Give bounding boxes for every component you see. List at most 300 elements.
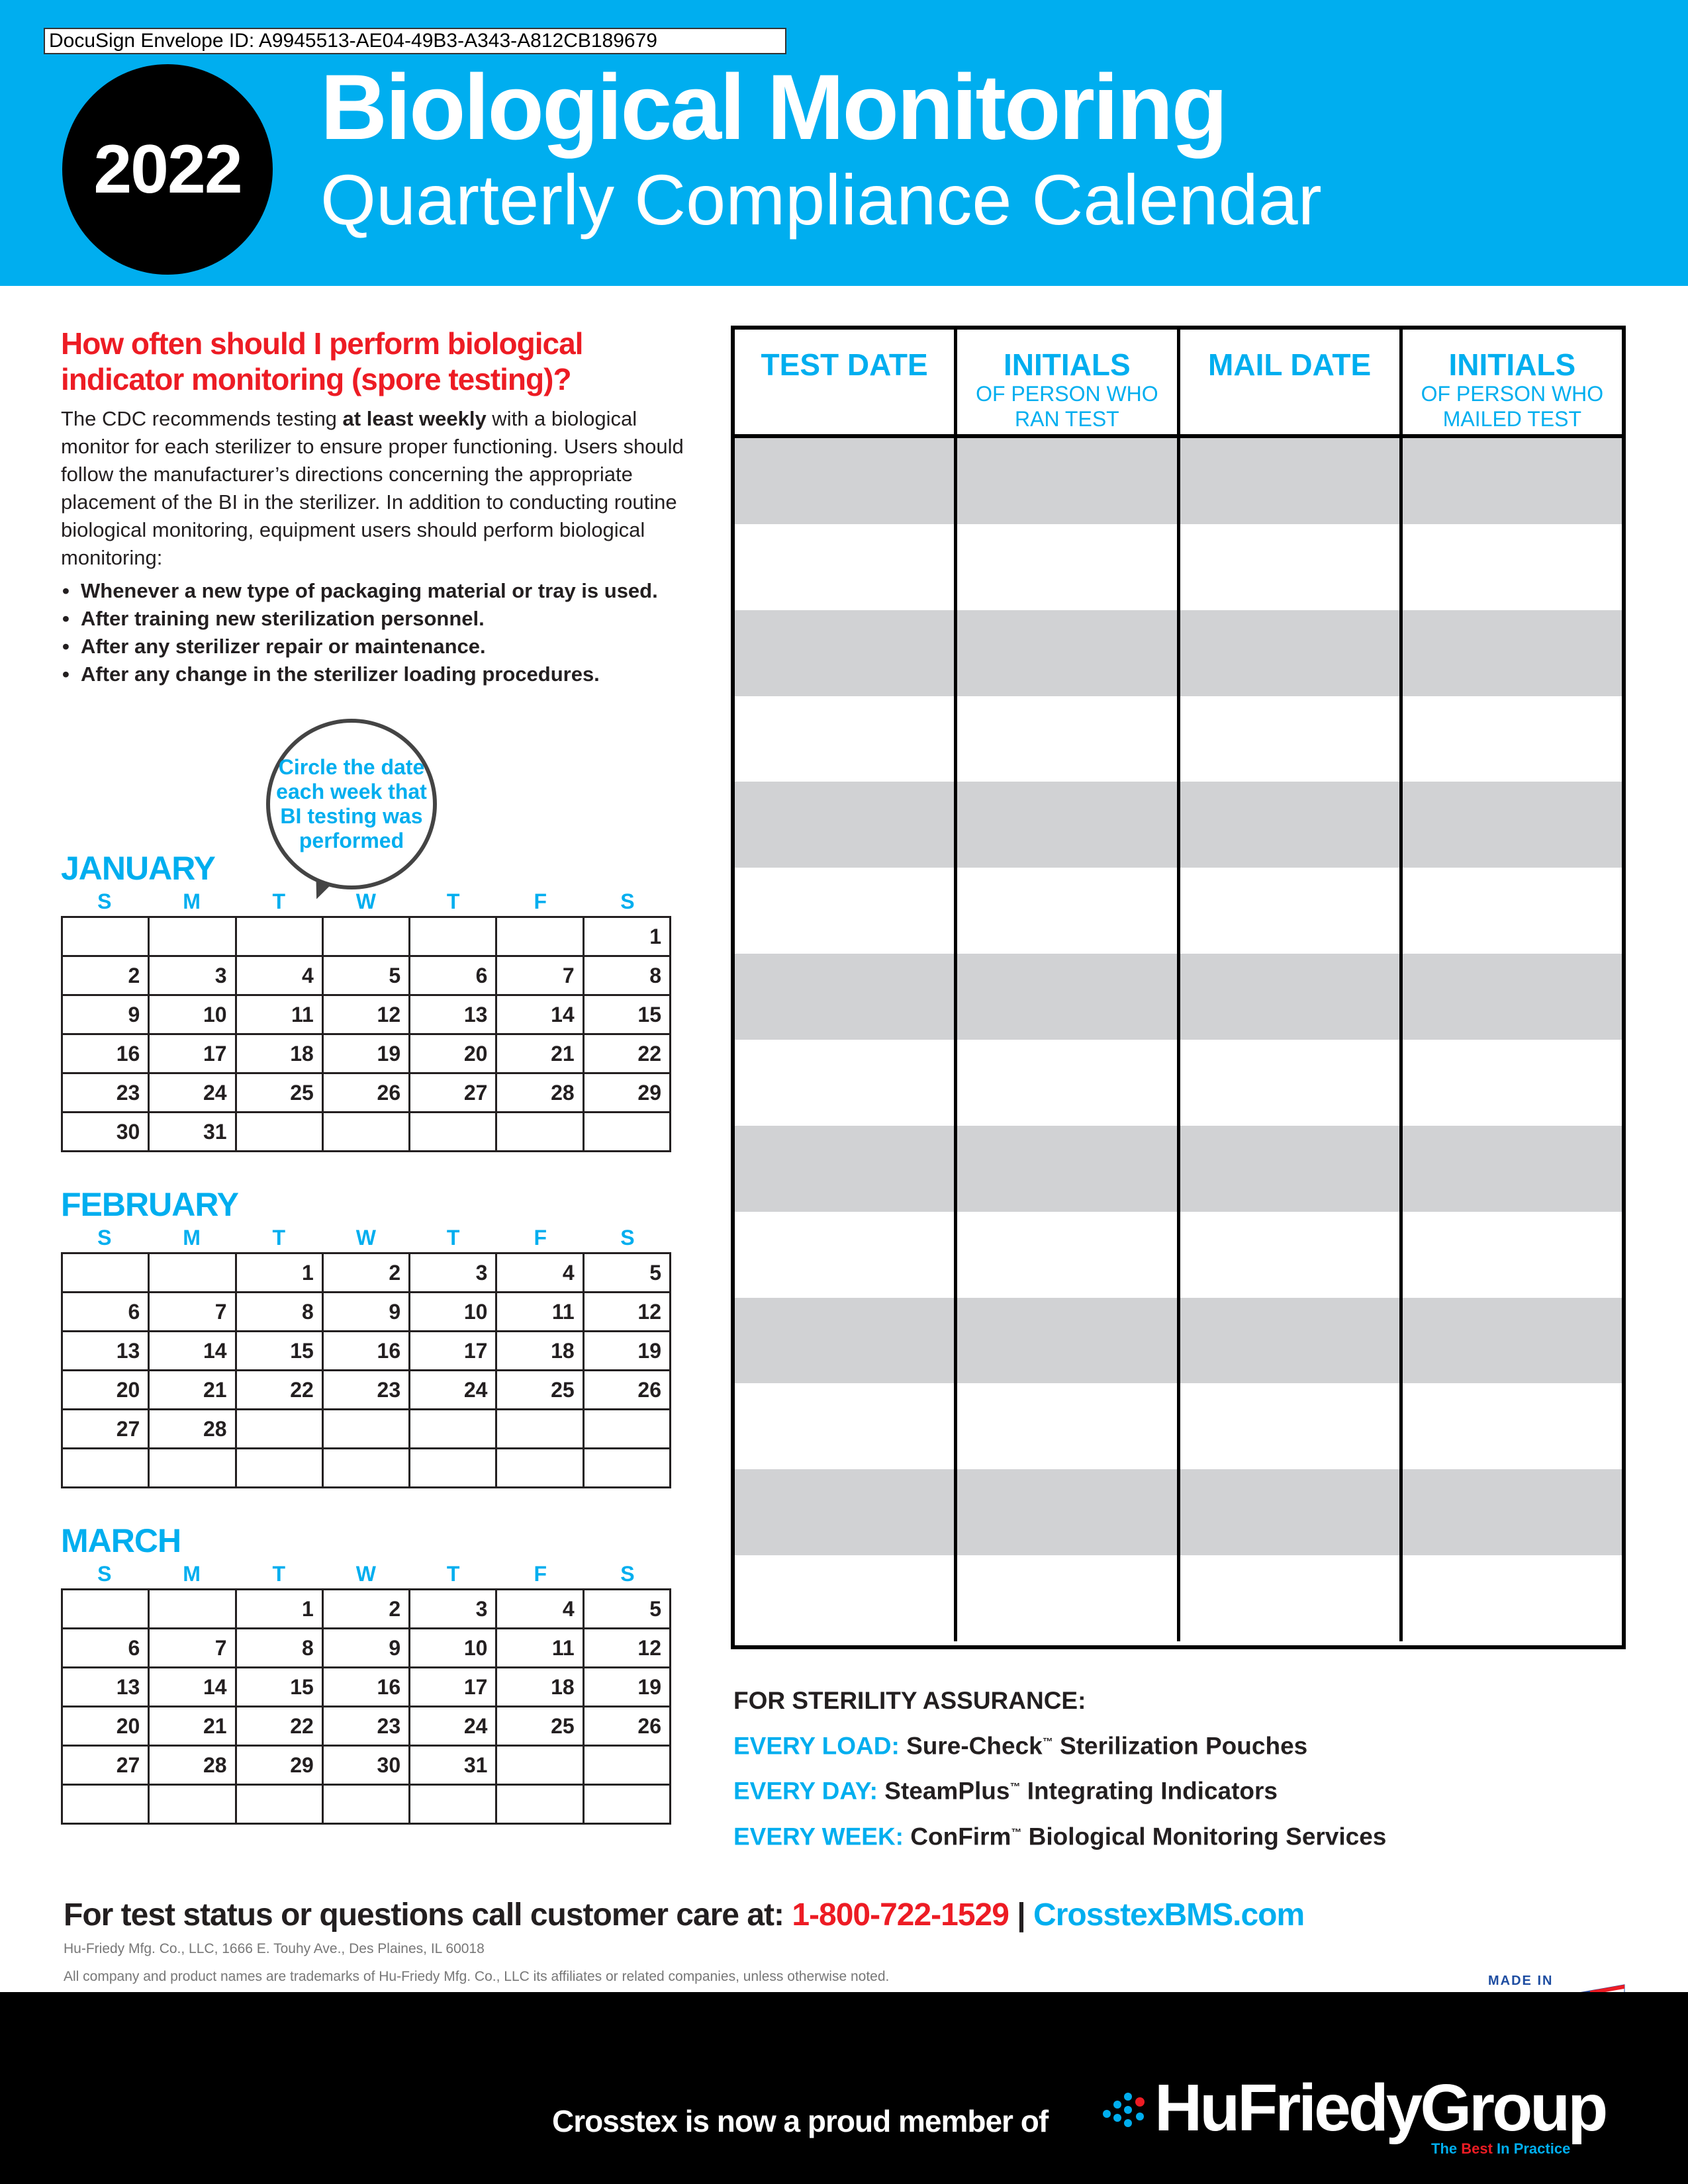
- contact-line: [64, 1895, 1304, 1935]
- test-log-row: [735, 954, 1622, 1040]
- calendar-day[interactable]: 10: [410, 1629, 496, 1668]
- mail-date-cell[interactable]: [1180, 954, 1403, 1040]
- mail-date-cell[interactable]: [1180, 1469, 1403, 1555]
- calendar-day[interactable]: [149, 1253, 236, 1293]
- calendar-day[interactable]: [149, 917, 236, 956]
- calendar-day[interactable]: [583, 1785, 670, 1824]
- calendar-day[interactable]: 24: [410, 1371, 496, 1410]
- calendar-day[interactable]: 28: [149, 1746, 236, 1785]
- weekday-label: S: [620, 1226, 635, 1250]
- calendar-day[interactable]: [236, 1410, 322, 1449]
- mailed-initials-cell[interactable]: [1403, 1126, 1622, 1212]
- assurance-desc: Sterilization Pouches: [1053, 1732, 1308, 1760]
- tagline-part: The: [1431, 2140, 1462, 2157]
- calendar-day[interactable]: [410, 1785, 496, 1824]
- calendar-week: [62, 956, 671, 995]
- weekday-label: T: [272, 1226, 285, 1250]
- calendar-day[interactable]: 9: [322, 1293, 409, 1332]
- calendar-day[interactable]: 17: [410, 1668, 496, 1707]
- calendar-day[interactable]: 30: [322, 1746, 409, 1785]
- calendar-day[interactable]: 31: [410, 1746, 496, 1785]
- calendar-day[interactable]: 12: [322, 995, 409, 1034]
- calendar-day[interactable]: 13: [62, 1668, 149, 1707]
- calendar-day[interactable]: 19: [583, 1332, 670, 1371]
- test-log-row: [735, 1040, 1622, 1126]
- calendar-day[interactable]: [62, 1590, 149, 1629]
- website-link[interactable]: CrosstexBMS.com: [1033, 1897, 1305, 1933]
- mail-date-cell[interactable]: [1180, 438, 1403, 524]
- test-log-row: [735, 868, 1622, 954]
- assurance-label: EVERY LOAD:: [733, 1732, 900, 1760]
- info-question: How often should I perform biological indicator monitoring (spore testing)?: [61, 326, 583, 396]
- test-log-body: [735, 438, 1622, 1641]
- mail-date-cell[interactable]: [1180, 1040, 1403, 1126]
- calendar-day[interactable]: [583, 1746, 670, 1785]
- calendar-week: [62, 1332, 671, 1371]
- calendar-day[interactable]: [410, 1449, 496, 1488]
- info-bullets: [61, 577, 723, 688]
- calendar-day[interactable]: 16: [62, 1034, 149, 1073]
- calendar-day[interactable]: 7: [496, 956, 583, 995]
- test-log-row: [735, 1383, 1622, 1469]
- calendar-day[interactable]: [496, 1113, 583, 1152]
- calendar-day[interactable]: 22: [583, 1034, 670, 1073]
- calendar-day[interactable]: [322, 1785, 409, 1824]
- calendar-grid: [61, 1588, 671, 1825]
- ran-initials-cell[interactable]: [957, 696, 1180, 782]
- assurance-product: Sure-Check: [906, 1732, 1043, 1760]
- calendar-week: [62, 1449, 671, 1488]
- calendar-day[interactable]: 11: [496, 1293, 583, 1332]
- mailed-initials-cell[interactable]: [1403, 1383, 1622, 1469]
- ran-initials-cell[interactable]: [957, 438, 1180, 524]
- weekday-label: T: [446, 1562, 460, 1586]
- test-date-cell[interactable]: [735, 610, 957, 696]
- calendar-week: [62, 995, 671, 1034]
- weekday-label: F: [534, 1562, 547, 1586]
- weekday-label: S: [97, 1226, 112, 1250]
- weekday-header: [61, 1223, 671, 1252]
- calendar-day[interactable]: 27: [62, 1410, 149, 1449]
- calendar-week: [62, 1746, 671, 1785]
- calendar-day[interactable]: 8: [236, 1293, 322, 1332]
- calendar-day[interactable]: 29: [583, 1073, 670, 1113]
- column-header-mail-date: [1180, 330, 1403, 434]
- assurance-product: ConFirm: [910, 1822, 1011, 1850]
- calendar-day[interactable]: 24: [410, 1707, 496, 1746]
- calendar-day[interactable]: 4: [496, 1590, 583, 1629]
- calendar-day[interactable]: 8: [236, 1629, 322, 1668]
- calendar-day[interactable]: 21: [149, 1371, 236, 1410]
- mailed-initials-cell[interactable]: [1403, 1298, 1622, 1384]
- calendar-day[interactable]: 7: [149, 1293, 236, 1332]
- calendar-day[interactable]: [583, 1113, 670, 1152]
- column-subtitle: OF PERSON WHO RAN TEST: [976, 382, 1158, 431]
- mail-date-cell[interactable]: [1180, 782, 1403, 868]
- callout-bubble: [266, 719, 437, 889]
- weekday-label: M: [183, 1226, 201, 1250]
- ran-initials-cell[interactable]: [957, 1555, 1180, 1641]
- ran-initials-cell[interactable]: [957, 782, 1180, 868]
- calendar-day[interactable]: [322, 1449, 409, 1488]
- calendar-day[interactable]: 14: [496, 995, 583, 1034]
- tagline-best: Best: [1461, 2140, 1493, 2157]
- trademark-mark: ™: [1009, 1782, 1021, 1794]
- assurance-desc: Integrating Indicators: [1020, 1777, 1278, 1805]
- sterility-assurance: [733, 1680, 1627, 1857]
- calendar-week: [62, 1034, 671, 1073]
- calendar-day[interactable]: [410, 1113, 496, 1152]
- ran-initials-cell[interactable]: [957, 1040, 1180, 1126]
- calendar-day[interactable]: 25: [496, 1371, 583, 1410]
- calendar-day[interactable]: 16: [322, 1668, 409, 1707]
- calendar-day[interactable]: [410, 917, 496, 956]
- test-log-row: [735, 610, 1622, 696]
- calendar-day[interactable]: 14: [149, 1332, 236, 1371]
- intro-text-1: The CDC recommends testing: [61, 407, 343, 430]
- ran-initials-cell[interactable]: [957, 1212, 1180, 1298]
- calendar-day[interactable]: 27: [410, 1073, 496, 1113]
- calendar-day[interactable]: 9: [62, 995, 149, 1034]
- calendar-day[interactable]: 25: [496, 1707, 583, 1746]
- assurance-label: EVERY DAY:: [733, 1777, 878, 1805]
- mailed-initials-cell[interactable]: [1403, 610, 1622, 696]
- test-log-row: [735, 524, 1622, 610]
- calendar-day[interactable]: 27: [62, 1746, 149, 1785]
- ran-initials-cell[interactable]: [957, 1298, 1180, 1384]
- calendar-day[interactable]: 10: [410, 1293, 496, 1332]
- weekday-label: T: [272, 889, 285, 913]
- calendar-day[interactable]: [583, 1449, 670, 1488]
- year-badge: 2022: [62, 64, 273, 275]
- ran-initials-cell[interactable]: [957, 954, 1180, 1040]
- test-log-row: [735, 1469, 1622, 1555]
- mailed-initials-cell[interactable]: [1403, 1212, 1622, 1298]
- test-log-row: [735, 438, 1622, 524]
- calendar-day[interactable]: [236, 1449, 322, 1488]
- calendar-day[interactable]: 21: [149, 1707, 236, 1746]
- column-header-test-date: [735, 330, 957, 434]
- calendar-grid: [61, 916, 671, 1152]
- calendar-day[interactable]: 12: [583, 1293, 670, 1332]
- phone-link[interactable]: 1-800-722-1529: [792, 1897, 1009, 1933]
- mail-date-cell[interactable]: [1180, 524, 1403, 610]
- calendar-day[interactable]: 6: [62, 1293, 149, 1332]
- calendar-day[interactable]: [496, 1449, 583, 1488]
- calendar-day[interactable]: 4: [236, 956, 322, 995]
- calendar-day[interactable]: 13: [62, 1332, 149, 1371]
- weekday-label: S: [620, 1562, 635, 1586]
- column-subtitle: OF PERSON WHO MAILED TEST: [1421, 382, 1604, 431]
- assurance-desc: Biological Monitoring Services: [1021, 1822, 1387, 1850]
- calendar-day[interactable]: [149, 1785, 236, 1824]
- calendar-day[interactable]: [322, 917, 409, 956]
- calendar-day[interactable]: [322, 1113, 409, 1152]
- calendar-day[interactable]: 1: [236, 1590, 322, 1629]
- calendar-day[interactable]: 6: [410, 956, 496, 995]
- test-log-header: [735, 330, 1622, 438]
- calendar-day[interactable]: [496, 1410, 583, 1449]
- weekday-label: F: [534, 889, 547, 913]
- assurance-product: SteamPlus: [884, 1777, 1010, 1805]
- test-date-cell[interactable]: [735, 1040, 957, 1126]
- calendar-day[interactable]: [496, 1785, 583, 1824]
- calendar-day[interactable]: 23: [322, 1371, 409, 1410]
- mail-date-cell[interactable]: [1180, 1126, 1403, 1212]
- calendar-day[interactable]: 21: [496, 1034, 583, 1073]
- calendar-week: [62, 1253, 671, 1293]
- calendar-week: [62, 1707, 671, 1746]
- hufriedy-dots-icon: [1102, 2086, 1148, 2132]
- trademark-text: All company and product names are trademarks of Hu-Friedy Mfg. Co., LLC its affiliates or related companies, unless otherwise noted.: [64, 1969, 890, 1984]
- trademark-mark: ™: [1042, 1737, 1053, 1748]
- calendar-day[interactable]: 26: [583, 1371, 670, 1410]
- calendar-day[interactable]: 19: [583, 1668, 670, 1707]
- mailed-initials-cell[interactable]: [1403, 1469, 1622, 1555]
- calendar-week: [62, 1293, 671, 1332]
- calendar-day[interactable]: 17: [410, 1332, 496, 1371]
- test-date-cell[interactable]: [735, 524, 957, 610]
- test-log-row: [735, 1212, 1622, 1298]
- weekday-label: T: [272, 1562, 285, 1586]
- calendar-day[interactable]: 5: [322, 956, 409, 995]
- test-log-row: [735, 1298, 1622, 1384]
- docusign-envelope-id: DocuSign Envelope ID: A9945513-AE04-49B3-A343-A812CB189679: [44, 28, 786, 54]
- month-name: JANUARY: [61, 850, 215, 887]
- calendar-day[interactable]: 10: [149, 995, 236, 1034]
- assurance-heading: FOR STERILITY ASSURANCE:: [733, 1687, 1086, 1714]
- month-calendar-march: [61, 1522, 671, 1825]
- calendar-day[interactable]: 3: [410, 1253, 496, 1293]
- address-text: Hu-Friedy Mfg. Co., LLC, 1666 E. Touhy Ave., Des Plaines, IL 60018: [64, 1941, 485, 1956]
- calendar-day[interactable]: 7: [149, 1629, 236, 1668]
- calendar-day[interactable]: [496, 1746, 583, 1785]
- bullet-item: • Whenever a new type of packaging material or tray is used.: [61, 577, 723, 605]
- calendar-day[interactable]: 30: [62, 1113, 149, 1152]
- calendar-day[interactable]: [62, 917, 149, 956]
- assurance-item: [733, 1812, 1627, 1857]
- made-in-text: MADE IN: [1488, 1974, 1554, 1988]
- calendar-day[interactable]: 2: [322, 1590, 409, 1629]
- assurance-item: [733, 1721, 1627, 1766]
- weekday-label: W: [355, 1562, 376, 1586]
- calendar-day[interactable]: 12: [583, 1629, 670, 1668]
- calendar-day[interactable]: 25: [236, 1073, 322, 1113]
- mailed-initials-cell[interactable]: [1403, 438, 1622, 524]
- mailed-initials-cell[interactable]: [1403, 696, 1622, 782]
- contact-separator: |: [1008, 1897, 1034, 1933]
- weekday-label: W: [355, 889, 376, 913]
- hufriedy-brand-logo: HuFriedyGroup: [1154, 2071, 1606, 2145]
- calendar-day[interactable]: 2: [62, 956, 149, 995]
- bullet-item: • After any change in the sterilizer loading procedures.: [61, 660, 723, 688]
- calendar-day[interactable]: 1: [236, 1253, 322, 1293]
- contact-text: For test status or questions call customer care at:: [64, 1897, 792, 1933]
- calendar-day[interactable]: 16: [322, 1332, 409, 1371]
- calendar-day[interactable]: 31: [149, 1113, 236, 1152]
- callout-text: Circle the date each week that BI testing was performed: [276, 755, 427, 852]
- trademark-mark: ™: [1011, 1827, 1022, 1839]
- mail-date-cell[interactable]: [1180, 1383, 1403, 1469]
- calendar-day[interactable]: 8: [583, 956, 670, 995]
- calendar-day[interactable]: 11: [496, 1629, 583, 1668]
- calendar-day[interactable]: 28: [496, 1073, 583, 1113]
- calendar-day[interactable]: 11: [236, 995, 322, 1034]
- calendar-week: [62, 1629, 671, 1668]
- mail-date-cell[interactable]: [1180, 868, 1403, 954]
- calendar-day[interactable]: 4: [496, 1253, 583, 1293]
- assurance-item: [733, 1766, 1627, 1811]
- column-header-initials-mailed: [1403, 330, 1622, 434]
- calendar-day[interactable]: 15: [236, 1668, 322, 1707]
- bullet-item: • After any sterilizer repair or maintenance.: [61, 633, 723, 660]
- test-date-cell[interactable]: [735, 782, 957, 868]
- calendar-day[interactable]: [236, 1785, 322, 1824]
- calendar-day[interactable]: [236, 917, 322, 956]
- calendar-week: [62, 917, 671, 956]
- calendar-day[interactable]: 20: [410, 1034, 496, 1073]
- weekday-label: T: [446, 1226, 460, 1250]
- test-date-cell[interactable]: [735, 438, 957, 524]
- mail-date-cell[interactable]: [1180, 610, 1403, 696]
- calendar-day[interactable]: 28: [149, 1410, 236, 1449]
- calendar-grid: [61, 1252, 671, 1488]
- test-log-row: [735, 696, 1622, 782]
- column-title: INITIALS: [1448, 347, 1576, 382]
- calendar-week: [62, 1590, 671, 1629]
- calendar-day[interactable]: 9: [322, 1629, 409, 1668]
- calendar-day[interactable]: 24: [149, 1073, 236, 1113]
- mail-date-cell[interactable]: [1180, 1555, 1403, 1641]
- calendar-day[interactable]: 26: [583, 1707, 670, 1746]
- test-date-cell[interactable]: [735, 1383, 957, 1469]
- test-date-cell[interactable]: [735, 1555, 957, 1641]
- calendar-day[interactable]: 18: [496, 1668, 583, 1707]
- calendar-day[interactable]: 20: [62, 1371, 149, 1410]
- test-log-row: [735, 782, 1622, 868]
- brand-tagline: [1431, 2140, 1570, 2158]
- mailed-initials-cell[interactable]: [1403, 1040, 1622, 1126]
- test-date-cell[interactable]: [735, 1212, 957, 1298]
- test-date-cell[interactable]: [735, 696, 957, 782]
- calendar-week: [62, 1113, 671, 1152]
- calendar-day[interactable]: [496, 917, 583, 956]
- ran-initials-cell[interactable]: [957, 1469, 1180, 1555]
- calendar-day[interactable]: 6: [62, 1629, 149, 1668]
- test-date-cell[interactable]: [735, 1469, 957, 1555]
- calendar-day[interactable]: 19: [322, 1034, 409, 1073]
- weekday-label: S: [620, 889, 635, 913]
- info-intro: [61, 405, 696, 572]
- weekday-label: M: [183, 1562, 201, 1586]
- calendar-day[interactable]: [62, 1449, 149, 1488]
- ran-initials-cell[interactable]: [957, 524, 1180, 610]
- ran-initials-cell[interactable]: [957, 1126, 1180, 1212]
- calendar-day[interactable]: 18: [496, 1332, 583, 1371]
- calendar-day[interactable]: 22: [236, 1707, 322, 1746]
- calendar-day[interactable]: 26: [322, 1073, 409, 1113]
- calendar-day[interactable]: 29: [236, 1746, 322, 1785]
- test-date-cell[interactable]: [735, 868, 957, 954]
- month-name: FEBRUARY: [61, 1186, 238, 1223]
- weekday-label: S: [97, 1562, 112, 1586]
- calendar-day[interactable]: [236, 1113, 322, 1152]
- weekday-header: [61, 1559, 671, 1588]
- calendar-day[interactable]: 5: [583, 1590, 670, 1629]
- calendar-week: [62, 1073, 671, 1113]
- test-log-row: [735, 1555, 1622, 1641]
- calendar-day[interactable]: [149, 1449, 236, 1488]
- calendar-day[interactable]: 13: [410, 995, 496, 1034]
- column-title: INITIALS: [1004, 347, 1131, 382]
- test-date-cell[interactable]: [735, 954, 957, 1040]
- weekday-label: F: [534, 1226, 547, 1250]
- month-calendar-january: [61, 850, 671, 1152]
- mailed-initials-cell[interactable]: [1403, 524, 1622, 610]
- calendar-day[interactable]: [62, 1253, 149, 1293]
- calendar-day[interactable]: 14: [149, 1668, 236, 1707]
- calendar-day[interactable]: 15: [236, 1332, 322, 1371]
- ran-initials-cell[interactable]: [957, 610, 1180, 696]
- column-title: TEST DATE: [761, 347, 928, 382]
- mailed-initials-cell[interactable]: [1403, 954, 1622, 1040]
- mailed-initials-cell[interactable]: [1403, 1555, 1622, 1641]
- mail-date-cell[interactable]: [1180, 1298, 1403, 1384]
- calendar-day[interactable]: [62, 1785, 149, 1824]
- calendar-day[interactable]: [322, 1410, 409, 1449]
- calendar-week: [62, 1668, 671, 1707]
- test-log-row: [735, 1126, 1622, 1212]
- calendar-day[interactable]: 15: [583, 995, 670, 1034]
- calendar-day[interactable]: 1: [583, 917, 670, 956]
- weekday-label: M: [183, 889, 201, 913]
- calendar-day[interactable]: 17: [149, 1034, 236, 1073]
- calendar-day[interactable]: 2: [322, 1253, 409, 1293]
- calendar-day[interactable]: 3: [410, 1590, 496, 1629]
- mailed-initials-cell[interactable]: [1403, 782, 1622, 868]
- month-calendar-february: [61, 1186, 671, 1488]
- calendar-day[interactable]: 23: [62, 1073, 149, 1113]
- weekday-header: [61, 887, 671, 916]
- calendar-day[interactable]: [583, 1410, 670, 1449]
- calendar-day[interactable]: [149, 1590, 236, 1629]
- calendar-day[interactable]: 22: [236, 1371, 322, 1410]
- calendar-week: [62, 1371, 671, 1410]
- bullet-item: • After training new sterilization personnel.: [61, 605, 723, 633]
- ran-initials-cell[interactable]: [957, 868, 1180, 954]
- mail-date-cell[interactable]: [1180, 696, 1403, 782]
- calendar-day[interactable]: 5: [583, 1253, 670, 1293]
- calendar-day[interactable]: 20: [62, 1707, 149, 1746]
- mail-date-cell[interactable]: [1180, 1212, 1403, 1298]
- footer-banner: [0, 1992, 1688, 2184]
- mailed-initials-cell[interactable]: [1403, 868, 1622, 954]
- ran-initials-cell[interactable]: [957, 1383, 1180, 1469]
- test-log-table: [731, 326, 1626, 1649]
- calendar-week: [62, 1410, 671, 1449]
- column-title: MAIL DATE: [1208, 347, 1372, 382]
- test-date-cell[interactable]: [735, 1298, 957, 1384]
- calendar-day[interactable]: 23: [322, 1707, 409, 1746]
- calendar-week: [62, 1785, 671, 1824]
- weekday-label: S: [97, 889, 112, 913]
- calendar-day[interactable]: 3: [149, 956, 236, 995]
- test-date-cell[interactable]: [735, 1126, 957, 1212]
- calendar-day[interactable]: 18: [236, 1034, 322, 1073]
- page-subtitle: Quarterly Compliance Calendar: [320, 159, 1322, 240]
- page-title: Biological Monitoring: [320, 55, 1226, 159]
- calendar-day[interactable]: [410, 1410, 496, 1449]
